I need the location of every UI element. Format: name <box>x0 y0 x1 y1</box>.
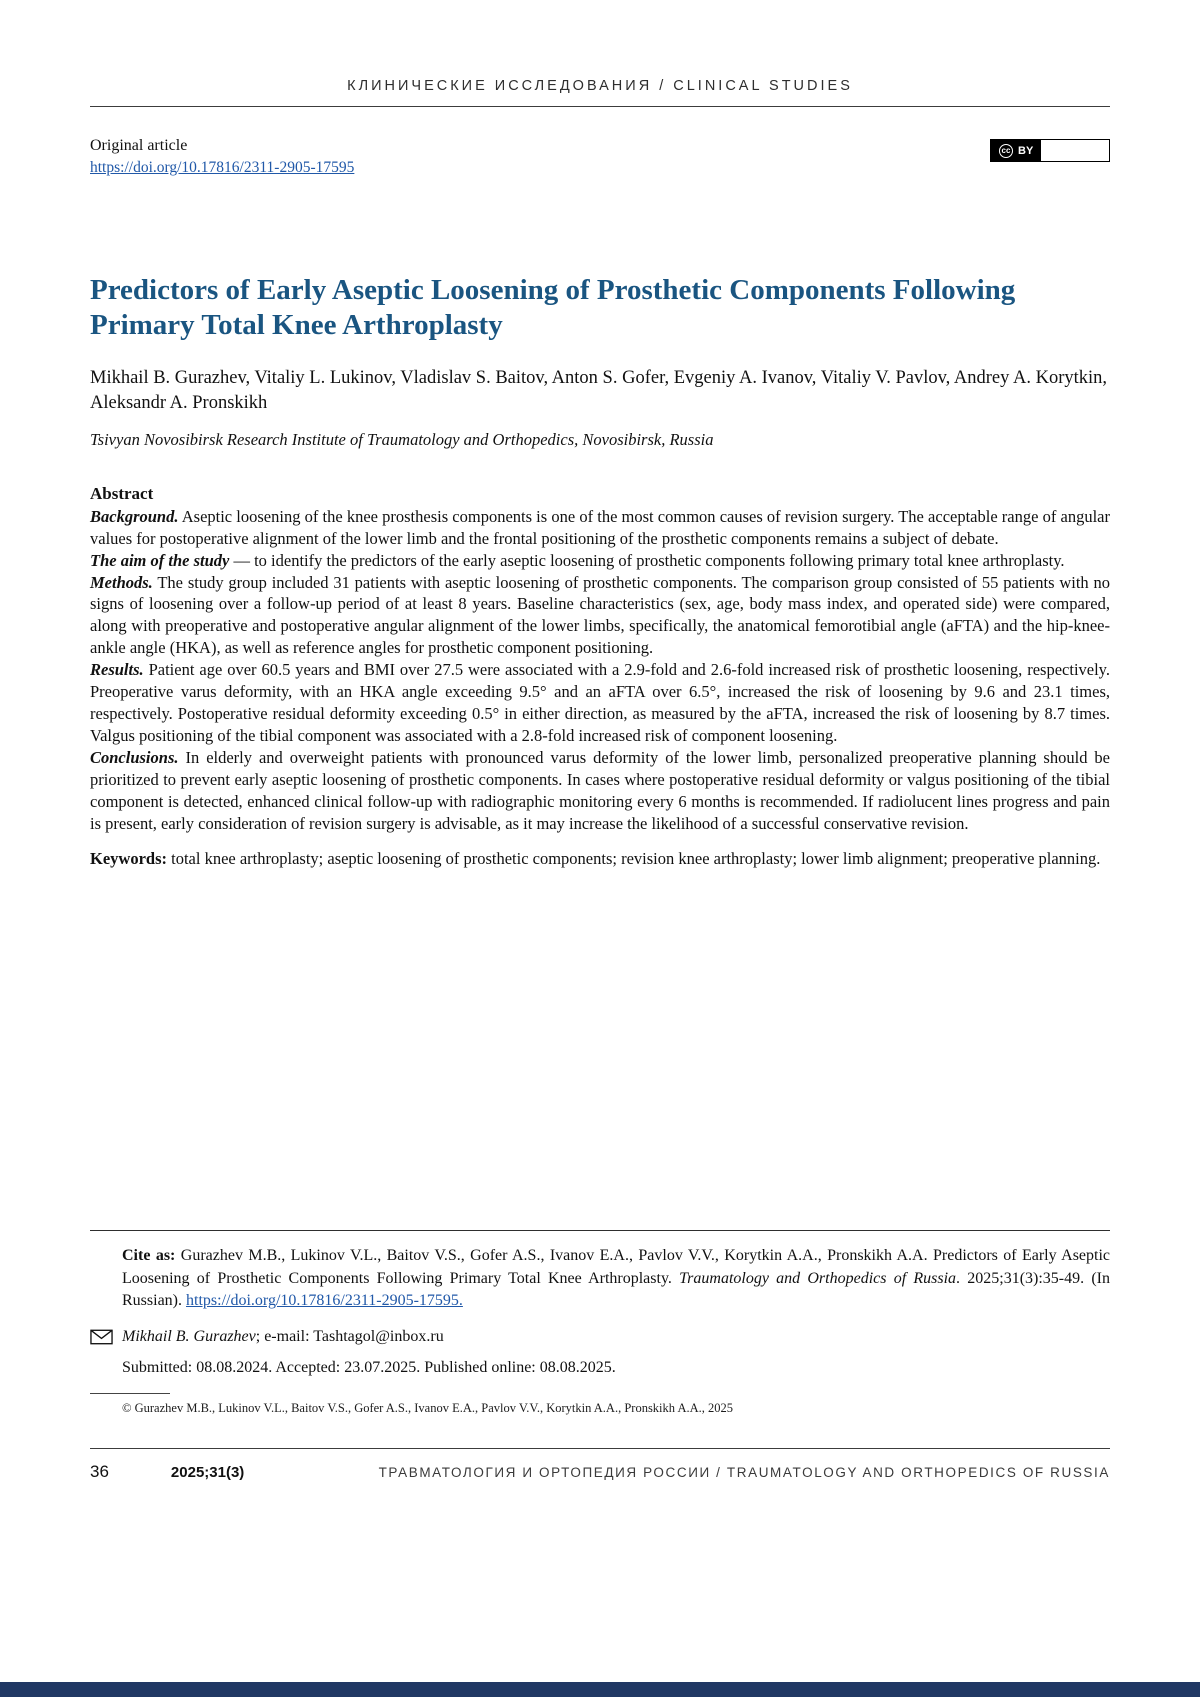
cite-doi-link[interactable]: https://doi.org/10.17816/2311-2905-17595. <box>186 1292 463 1310</box>
abstract-text-aim: — to identify the predictors of the early aseptic loosening of prosthetic components following primary total knee arthroplasty. <box>229 550 1065 570</box>
keywords-paragraph <box>90 848 1110 870</box>
affiliation: Tsivyan Novosibirsk Research Institute of Traumatology and Orthopedics, Novosibirsk, Russia <box>90 429 714 449</box>
keywords-label: Keywords: <box>90 848 167 868</box>
cite-journal-title: Traumatology and Orthopedics of Russia <box>679 1269 957 1287</box>
abstract-paragraph-background <box>90 506 1110 550</box>
abstract-label-aim: The aim of the study <box>90 550 230 570</box>
corresponding-author-row <box>90 1328 1110 1346</box>
cc-by-license-badge[interactable] <box>990 139 1110 162</box>
cc-icon: cc <box>999 144 1013 158</box>
journal-footer-title: ТРАВМАТОЛОГИЯ И ОРТОПЕДИЯ РОССИИ / TRAUMATOLOGY AND ORTHOPEDICS OF RUSSIA <box>378 1465 1110 1480</box>
bottom-accent-bar <box>0 1682 1200 1697</box>
abstract-label-methods: Methods. <box>90 572 153 592</box>
corresponding-author-name: Mikhail B. Gurazhev <box>122 1328 256 1346</box>
copyright-line: © Gurazhev M.B., Lukinov V.L., Baitov V.S., Gofer A.S., Ivanov E.A., Pavlov V.V., Korytkin A.A., Pronskikh A.A., 2025 <box>122 1401 734 1416</box>
abstract-label-conclusions: Conclusions. <box>90 748 179 767</box>
abstract-text-background: Aseptic loosening of the knee prosthesis components is one of the most common causes of revision surgery. The acceptable range of angular values for postoperative alignment of the lower limb and the frontal positioning of the prosthetic components remains a subject of debate. <box>90 506 1110 548</box>
article-meta <box>90 137 354 177</box>
abstract-label-results: Results. <box>90 660 144 680</box>
cc-badge-left <box>991 140 1041 161</box>
page-number: 36 <box>90 1462 109 1481</box>
abstract-block <box>90 484 1110 870</box>
abstract-paragraph-conclusions <box>90 747 1110 835</box>
cite-as-label: Cite as: <box>122 1247 176 1264</box>
keywords-text: total knee arthroplasty; aseptic loosening of prosthetic components; revision knee arthroplasty; lower limb alignment; preoperative planning. <box>167 848 1101 868</box>
abstract-heading: Abstract <box>90 483 154 503</box>
page-title: Predictors of Early Aseptic Loosening of Prosthetic Components Following Primary Total Knee Arthroplasty <box>90 274 1016 342</box>
corresponding-author-email: ; e-mail: Tashtagol@inbox.ru <box>255 1328 444 1346</box>
cc-by-label: BY <box>1018 144 1034 157</box>
copyright-divider <box>90 1393 170 1394</box>
envelope-icon <box>90 1329 113 1345</box>
article-type-label: Original article <box>90 137 188 154</box>
authors-list: Mikhail B. Gurazhev, Vitaliy L. Lukinov, Vladislav S. Baitov, Anton S. Gofer, Evgeniy A. Ivanov, Vitaliy V. Pavlov, Andrey A. Korytkin, Aleksandr A. Pronskikh <box>90 367 1108 413</box>
submission-dates: Submitted: 08.08.2024. Accepted: 23.07.2025. Published online: 08.08.2025. <box>122 1359 616 1377</box>
running-head: КЛИНИЧЕСКИЕ ИССЛЕДОВАНИЯ / CLINICAL STUDIES <box>90 78 1110 107</box>
issue-label: 2025;31(3) <box>170 1464 245 1481</box>
abstract-paragraph-aim <box>90 550 1110 572</box>
doi-link[interactable]: https://doi.org/10.17816/2311-2905-17595 <box>90 159 355 176</box>
abstract-paragraph-results <box>90 659 1110 747</box>
page-footer <box>90 1448 1110 1482</box>
abstract-label-background: Background. <box>90 506 179 526</box>
abstract-paragraph-methods <box>90 572 1110 660</box>
cc-badge-right <box>1041 140 1109 161</box>
cite-tail: . 2025;31(3):35-49. (In Russian). <box>122 1269 1110 1310</box>
meta-row <box>90 137 1110 177</box>
abstract-text-methods: The study group included 31 patients with aseptic loosening of prosthetic components. The comparison group consisted of 55 patients with no signs of loosening over a follow-up period of at least 8 years. Baseline characteristics (sex, age, body mass index, and operated side) were compared, along with preoperative and postoperative angular alignment of the lower limbs, specifically, the anatomical femorotibial angle (aFTA) and the hip-knee-ankle angle (HKA), as well as reference angles for prosthetic component positioning. <box>90 572 1110 658</box>
citation-section <box>90 1230 1110 1416</box>
cite-as-paragraph <box>90 1245 1110 1313</box>
abstract-text-conclusions: In elderly and overweight patients with pronounced varus deformity of the lower limb, personalized preoperative planning should be prioritized to prevent early aseptic loosening of prosthetic components. In cases where postoperative residual deformity or valgus positioning of the tibial component is detected, enhanced clinical follow-up with radiographic monitoring every 6 months is recommended. If radiolucent lines progress and pain is present, early consideration of revision surgery is advisable, as it may increase the likelihood of a successful conservative revision. <box>90 748 1110 833</box>
cite-as-body: Gurazhev M.B., Lukinov V.L., Baitov V.S., Gofer A.S., Ivanov E.A., Pavlov V.V., Korytkin A.A., Pronskikh A.A. Predictors of Early Aseptic Loosening of Prosthetic Components Following Primary Total Knee Arthroplasty. <box>122 1247 1111 1287</box>
abstract-text-results: Patient age over 60.5 years and BMI over 27.5 were associated with a 2.9-fold and 2.6-fold increased risk of prosthetic loosening, respectively. Preoperative varus deformity, with an HKA angle exceeding 9.5° and an aFTA over 6.5°, increased the risk of loosening by 9.6 and 23.1 times, respectively. Postoperative residual deformity exceeding 0.5° in either direction, as measured by the aFTA, increased the risk of loosening by 8.7 times. Valgus positioning of the tibial component was associated with a 2.8-fold increased risk of component loosening. <box>90 660 1110 746</box>
